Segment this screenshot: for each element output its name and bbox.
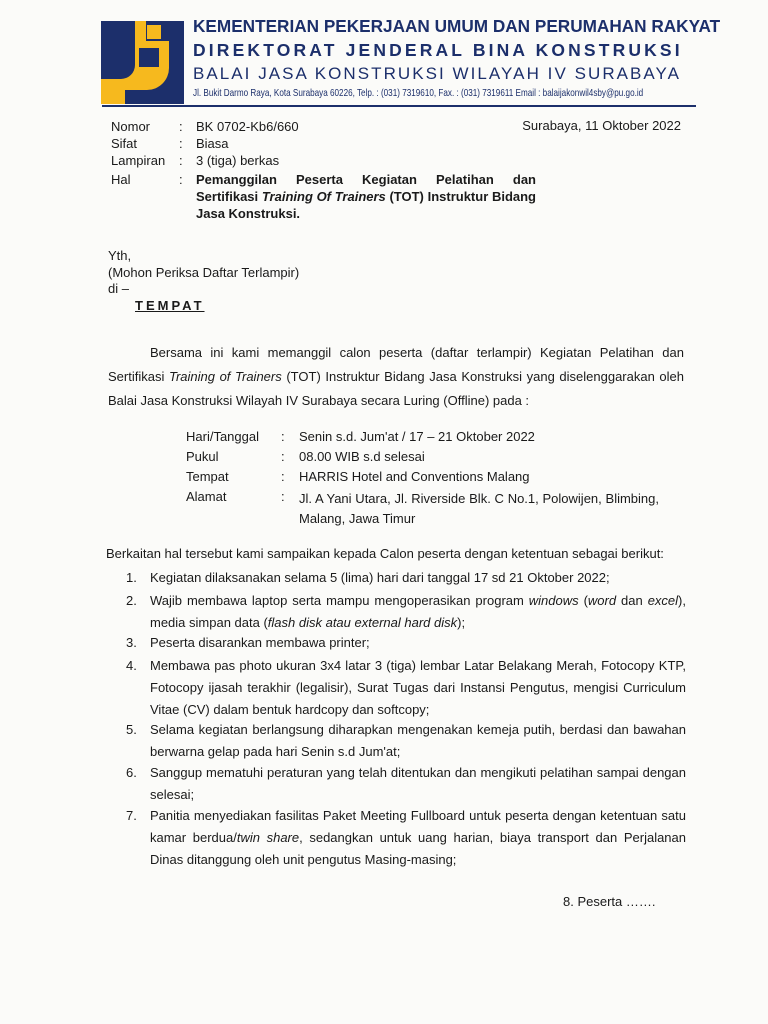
addressee-di: di – bbox=[108, 281, 129, 296]
alamat-label: Alamat bbox=[186, 489, 227, 504]
list-text: Membawa pas photo ukuran 3x4 latar 3 (tiga) lembar Latar Belakang Merah, Fotocopy KTP, Fotocopy ijasah terakhir (legalisir), Surat Tugas dari Instansi Pengutus, mengisi Curriculum Vitae (CV) dalam bentuk hardcopy dan softcopy; bbox=[150, 658, 686, 717]
list-text: Selama kegiatan berlangsung diharapkan mengenakan kemeja putih, berdasi dan bawahan berwarna gelap pada hari Senin s.d Jum'at; bbox=[150, 722, 686, 759]
directorate-name: DIREKTORAT JENDERAL BINA KONSTRUKSI bbox=[193, 40, 683, 60]
list-item bbox=[126, 632, 686, 654]
tempat-value: HARRIS Hotel and Conventions Malang bbox=[299, 469, 530, 484]
lampiran-label: Lampiran bbox=[111, 153, 166, 168]
nomor-colon: : bbox=[179, 119, 183, 134]
sifat-value: Biasa bbox=[196, 136, 229, 151]
addressee-yth: Yth, bbox=[108, 248, 132, 263]
hal-label: Hal bbox=[111, 172, 131, 187]
list-item bbox=[126, 567, 686, 589]
alamat-colon: : bbox=[281, 489, 285, 504]
hal-colon: : bbox=[179, 172, 183, 187]
hari-value: Senin s.d. Jum'at / 17 – 21 Oktober 2022 bbox=[299, 429, 535, 444]
list-number: 3. bbox=[126, 635, 137, 650]
list-item bbox=[126, 805, 686, 871]
list-item bbox=[126, 719, 686, 763]
nomor-value: BK 0702-Kb6/660 bbox=[196, 119, 299, 134]
letterhead-divider bbox=[102, 105, 696, 107]
pukul-value: 08.00 WIB s.d selesai bbox=[299, 449, 425, 464]
pukul-label: Pukul bbox=[186, 449, 219, 464]
list-text: Wajib membawa laptop serta mampu mengoperasikan program windows (word dan excel), media simpan data (flash disk atau external hard disk); bbox=[150, 593, 686, 630]
provisions-intro: Berkaitan hal tersebut kami sampaikan kepada Calon peserta dengan ketentuan sebagai berikut: bbox=[106, 546, 664, 561]
addressee-recipient: (Mohon Periksa Daftar Terlampir) bbox=[108, 265, 300, 280]
list-number: 2. bbox=[126, 593, 137, 608]
list-item bbox=[126, 590, 686, 634]
list-number: 7. bbox=[126, 808, 137, 823]
office-address: Jl. Bukit Darmo Raya, Kota Surabaya 60226, Telp. : (031) 7319610, Fax. : (031) 7319611 Email : balaijakonwil4sby@pu.go.id bbox=[193, 88, 644, 99]
list-number: 6. bbox=[126, 765, 137, 780]
hari-label: Hari/Tanggal bbox=[186, 429, 259, 444]
pukul-colon: : bbox=[281, 449, 285, 464]
tempat-colon: : bbox=[281, 469, 285, 484]
list-text: Kegiatan dilaksanakan selama 5 (lima) hari dari tanggal 17 sd 21 Oktober 2022; bbox=[150, 570, 610, 585]
list-number: 4. bbox=[126, 658, 137, 673]
list-number: 1. bbox=[126, 570, 137, 585]
lampiran-colon: : bbox=[179, 153, 183, 168]
sifat-label: Sifat bbox=[111, 136, 138, 151]
hari-colon: : bbox=[281, 429, 285, 444]
list-text: Sanggup mematuhi peraturan yang telah ditentukan dan mengikuti pelatihan sampai dengan selesai; bbox=[150, 765, 686, 802]
hal-value: Pemanggilan Peserta Kegiatan Pelatihan dan Sertifikasi Training Of Trainers (TOT) Instruktur Bidang Jasa Konstruksi. bbox=[196, 172, 536, 221]
pupr-logo-icon bbox=[101, 21, 184, 104]
list-number: 5. bbox=[126, 722, 137, 737]
addressee-tempat: TEMPAT bbox=[135, 298, 205, 313]
list-item bbox=[126, 655, 686, 721]
list-text: Peserta disarankan membawa printer; bbox=[150, 635, 370, 650]
alamat-value: Jl. A Yani Utara, Jl. Riverside Blk. C No.1, Polowijen, Blimbing, Malang, Jawa Timur bbox=[299, 491, 659, 526]
continuation-marker: 8. Peserta ……. bbox=[563, 894, 656, 909]
nomor-label: Nomor bbox=[111, 119, 151, 134]
tempat-label: Tempat bbox=[186, 469, 229, 484]
sifat-colon: : bbox=[179, 136, 183, 151]
list-text: Panitia menyediakan fasilitas Paket Meeting Fullboard untuk peserta dengan ketentuan satu kamar berdua/twin share, sedangkan untuk uang harian, biaya transport dan Perjalanan Dinas ditanggung oleh unit pengutus Masing-masing; bbox=[150, 808, 686, 867]
office-name: BALAI JASA KONSTRUKSI WILAYAH IV SURABAYA bbox=[193, 64, 682, 83]
letter-date: Surabaya, 11 Oktober 2022 bbox=[522, 118, 681, 133]
opening-paragraph: Bersama ini kami memanggil calon peserta (daftar terlampir) Kegiatan Pelatihan dan Sertifikasi Training of Trainers (TOT) Instruktur Bidang Jasa Konstruksi yang diselenggarakan oleh Balai Jasa Konstruksi Wilayah IV Surabaya secara Luring (Offline) pada : bbox=[108, 345, 685, 408]
list-item bbox=[126, 762, 686, 806]
lampiran-value: 3 (tiga) berkas bbox=[196, 153, 280, 168]
ministry-name: KEMENTERIAN PEKERJAAN UMUM DAN PERUMAHAN RAKYAT bbox=[193, 16, 721, 36]
